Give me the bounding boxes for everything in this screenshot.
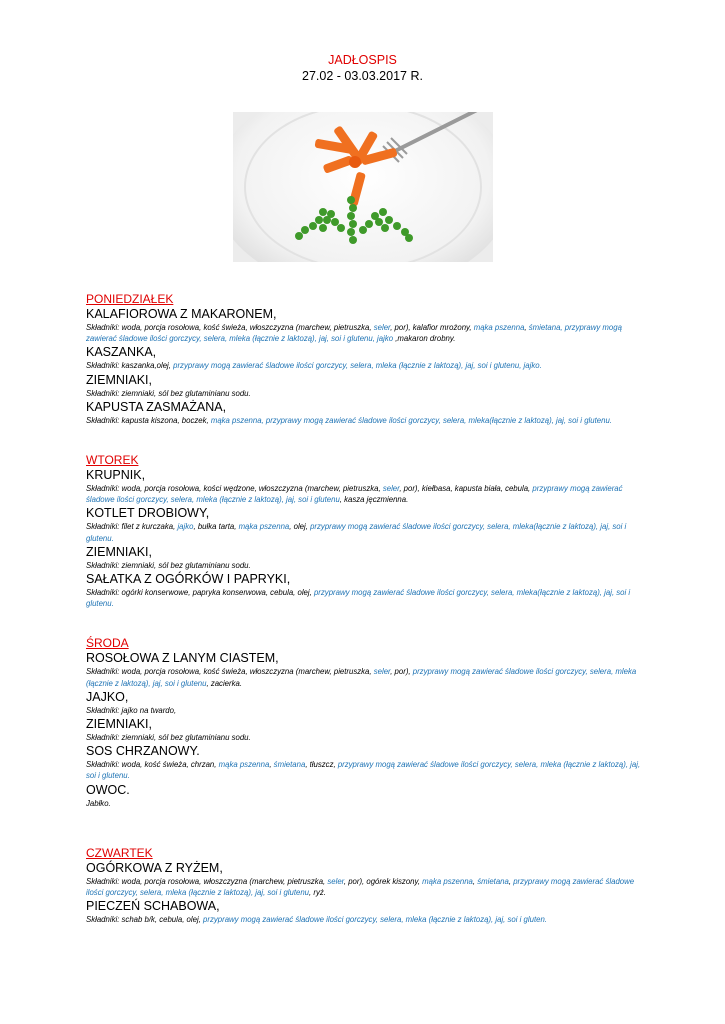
ingredient-text: , bułka tarta,	[193, 522, 239, 532]
ingredient-text: , kasza jęczmienna.	[339, 495, 409, 505]
ingredient-text: Składniki: woda, porcja rosołowa, kość świeża, włoszczyzna (marchew, pietruszka,	[86, 323, 374, 332]
day-section	[86, 453, 646, 609]
dish-ingredients	[86, 914, 646, 925]
ingredient-text: , olej,	[289, 522, 311, 532]
dish-name: KAPUSTA ZASMAŻANA,	[86, 399, 227, 414]
dish-name: OWOC.	[86, 782, 130, 797]
ingredient-text: , zacierka.	[206, 678, 243, 688]
dish-ingredients	[86, 521, 646, 543]
allergen-text: seler	[373, 323, 391, 332]
ingredient-text: Składniki: woda, porcja rosołowa, włoszczyzna (marchew, pietruszka,	[86, 876, 328, 886]
dish-ingredients	[86, 388, 646, 399]
ingredient-text: Składniki: kapusta kiszona, boczek,	[86, 415, 211, 425]
dish-name: JAJKO,	[86, 689, 129, 704]
dish-ingredients	[86, 560, 646, 571]
ingredient-text: Jabłko.	[86, 798, 111, 808]
allergen-text: przyprawy mogą zawierać śladowe ilości gorczycy, selera, mleka (łącznie z laktozą), jaj, soi i glutenu, jajko.	[173, 361, 542, 371]
dish-ingredients	[86, 483, 646, 505]
ingredient-text: Składniki: kaszanka,olej,	[86, 361, 174, 371]
day-name: WTOREK	[86, 453, 139, 468]
dish-name: SAŁATKA Z OGÓRKÓW I PAPRYKI,	[86, 572, 291, 587]
allergen-text: seler	[327, 876, 344, 886]
allergen-text: jajko	[177, 522, 194, 532]
dish-name: ROSOŁOWA Z LANYM CIASTEM,	[86, 651, 279, 666]
dish-name: ZIEMNIAKI,	[86, 544, 152, 559]
dish-ingredients	[86, 732, 646, 743]
food-photo	[233, 112, 493, 262]
ingredient-text: ,	[508, 876, 514, 886]
allergen-text: przyprawy mogą zawierać śladowe ilości gorczycy, selera, mleka(łącznie z laktozą), jaj, soi i glutenu.	[86, 588, 631, 609]
allergen-text: mąka pszenna	[473, 323, 525, 332]
allergen-text: przyprawy mogą zawierać śladowe ilości gorczycy, selera, mleka (łącznie z laktozą), jaj, soi i glutenu	[86, 484, 623, 505]
ingredient-text: Składniki: woda, kość świeża, chrzan,	[86, 760, 219, 770]
dish-name: KRUPNIK,	[86, 468, 146, 483]
day-section	[86, 292, 646, 426]
ingredient-text: , por),	[390, 667, 413, 677]
dish-name: KASZANKA,	[86, 345, 157, 360]
ingredient-text: Składniki: woda, porcja rosołowa, kości wędzone, włoszczyzna (marchew, pietruszka,	[86, 484, 383, 494]
ingredient-text: Składniki: ziemniaki, sól bez glutaminianu sodu.	[86, 733, 251, 743]
day-name: CZWARTEK	[86, 845, 153, 860]
dish-ingredients	[86, 322, 646, 344]
dish-ingredients	[86, 705, 646, 716]
ingredient-text: Składniki: ziemniaki, sól bez glutaminianu sodu.	[86, 560, 251, 570]
dish-ingredients	[86, 360, 646, 371]
allergen-text: przyprawy mogą zawierać śladowe ilości gorczycy, selera, mleka (łącznie z laktozą), jaj, soi i glutenu.	[86, 760, 641, 781]
allergen-text: śmietana	[273, 760, 306, 770]
dish-name: KALAFIOROWA Z MAKARONEM,	[86, 307, 277, 321]
allergen-text: seler	[382, 484, 400, 494]
day-name: ŚRODA	[86, 636, 129, 651]
ingredient-text: , por), kalafior mrożony,	[390, 323, 474, 332]
dish-ingredients	[86, 759, 646, 781]
dish-ingredients	[86, 666, 646, 688]
menu-content	[86, 292, 646, 926]
ingredient-text: Składniki: filet z kurczaka,	[86, 522, 178, 532]
dish-name: ZIEMNIAKI,	[86, 717, 152, 732]
day-section	[86, 636, 646, 808]
dish-name: ZIEMNIAKI,	[86, 372, 152, 387]
allergen-text: seler	[373, 667, 391, 677]
ingredient-text: ,makaron drobny.	[393, 334, 456, 344]
ingredient-text: Składniki: schab b/k, cebula, olej,	[86, 915, 204, 925]
allergen-text: śmietana	[477, 876, 509, 886]
ingredient-text: , por), ogórek kiszony,	[343, 876, 423, 886]
ingredient-text: , tłuszcz,	[305, 760, 338, 770]
allergen-text: przyprawy mogą zawierać śladowe ilości gorczycy, selera, mleka (łącznie z laktozą), jaj, soi i gluten.	[203, 915, 547, 925]
dish-name: OGÓRKOWA Z RYŻEM,	[86, 860, 223, 875]
menu-dates: 27.02 - 03.03.2017 R.	[302, 69, 423, 83]
dish-ingredients	[86, 876, 646, 898]
ingredient-text: ,	[524, 323, 529, 332]
allergen-text: mąka pszenna	[422, 876, 473, 886]
ingredient-text: ,	[472, 876, 478, 886]
dish-ingredients	[86, 587, 646, 609]
allergen-text: przyprawy mogą zawierać śladowe ilości gorczycy, selera, mleka (łącznie z laktozą), jaj, soi i glutenu	[86, 667, 637, 688]
ingredient-text: ,	[269, 760, 274, 770]
ingredient-text: , ryż.	[309, 888, 326, 898]
dish-name: SOS CHRZANOWY.	[86, 744, 200, 759]
day-name: PONIEDZIAŁEK	[86, 292, 174, 306]
allergen-text: śmietana, przyprawy mogą zawierać śladowe ilości gorczycy, selera, mleka (łącznie z laktozą), jaj, soi i glutenu, jajko	[86, 323, 622, 344]
ingredient-text: Składniki: woda, porcja rosołowa, kość świeża, włoszczyzna (marchew, pietruszka,	[86, 667, 374, 677]
header	[0, 52, 725, 84]
allergen-text: mąka pszenna	[218, 760, 270, 770]
ingredient-text: , por), kiełbasa, kapusta biała, cebula,	[399, 484, 533, 494]
dish-name: PIECZEŃ SCHABOWA,	[86, 899, 220, 914]
dish-ingredients	[86, 798, 646, 809]
ingredient-text: Składniki: jajko na twardo,	[86, 705, 177, 715]
ingredient-text: Składniki: ogórki konserwowe, papryka konserwowa, cebula, olej,	[86, 588, 314, 598]
allergen-text: mąka pszenna, przyprawy mogą zawierać śladowe ilości gorczycy, selera, mleka(łącznie z laktozą), jaj, soi i glutenu.	[210, 415, 612, 425]
menu-title: JADŁOSPIS	[328, 53, 397, 67]
dish-name: KOTLET DROBIOWY,	[86, 506, 210, 521]
allergen-text: przyprawy mogą zawierać śladowe ilości gorczycy, selera, mleka (łącznie z laktozą), jaj, soi i glutenu	[86, 876, 635, 898]
allergen-text: przyprawy mogą zawierać śladowe ilości gorczycy, selera, mleka(łącznie z laktozą), jaj, soi i glutenu.	[86, 522, 627, 543]
day-section	[86, 846, 646, 926]
allergen-text: mąka pszenna	[238, 522, 290, 532]
ingredient-text: Składniki: ziemniaki, sól bez glutaminianu sodu.	[86, 388, 251, 398]
dish-ingredients	[86, 415, 646, 426]
